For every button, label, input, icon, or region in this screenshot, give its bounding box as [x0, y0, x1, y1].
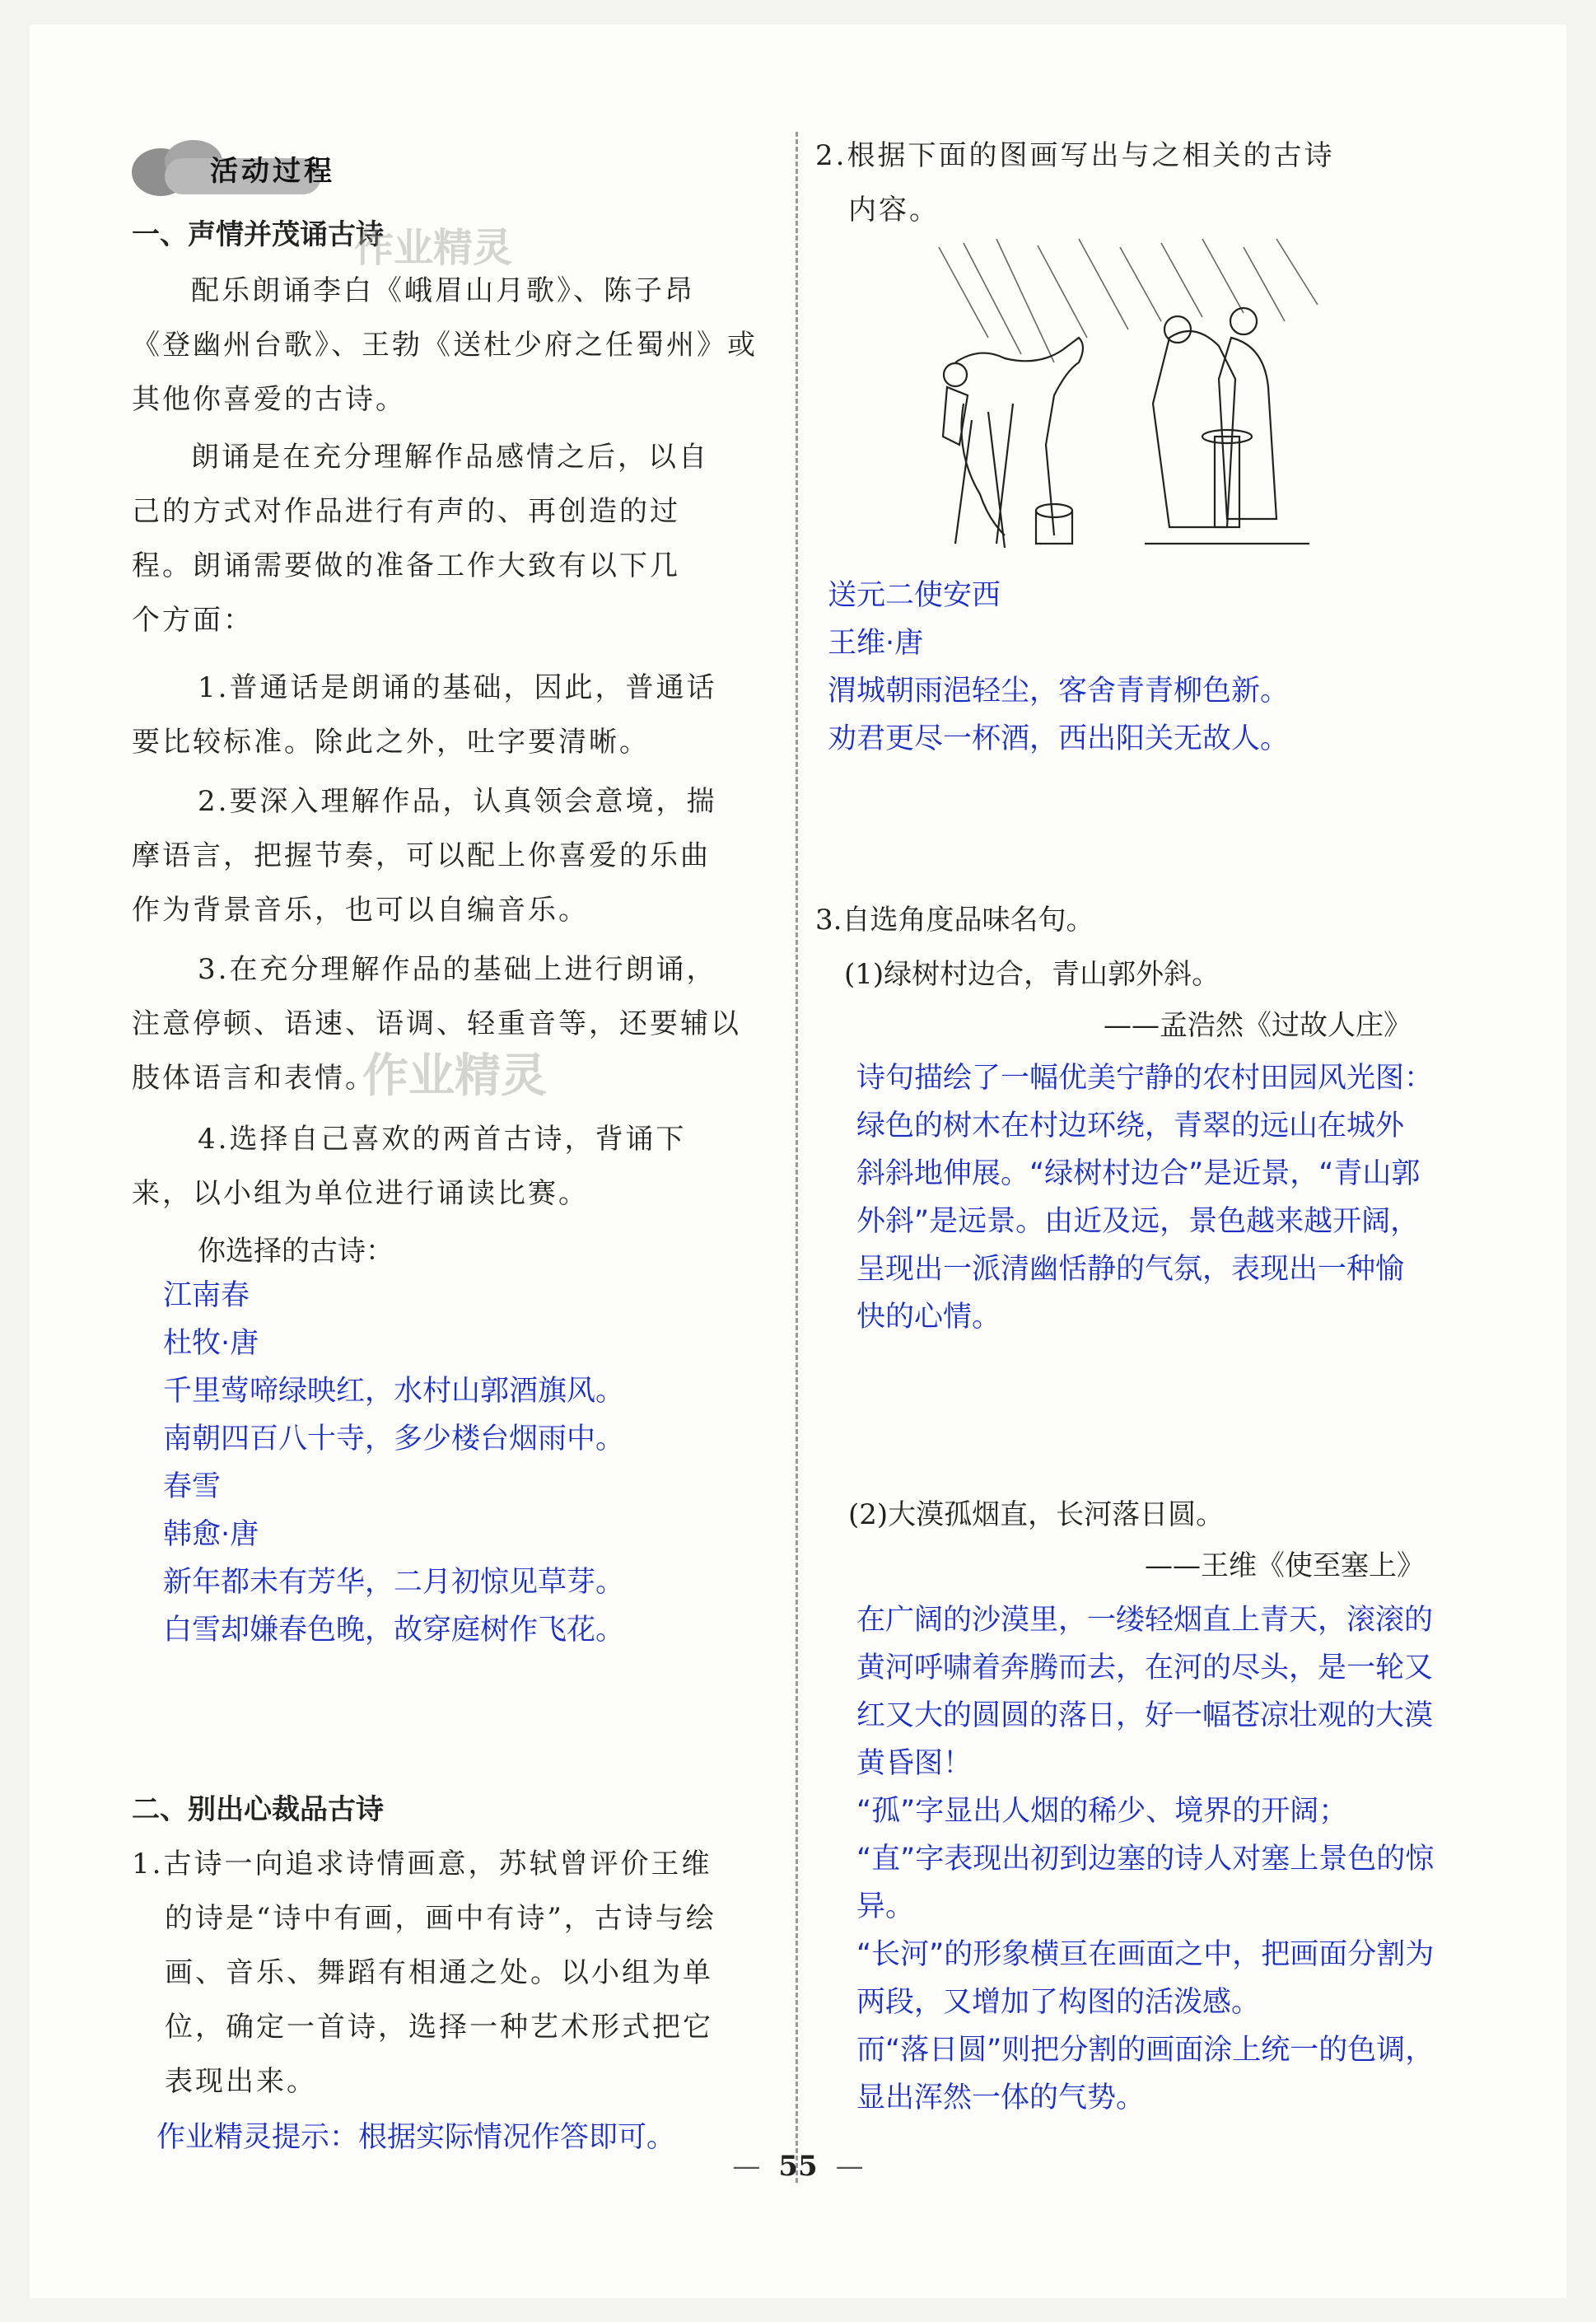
list-item-line: 作为背景音乐，也可以自编音乐。 — [132, 894, 589, 927]
answer-line: 黄河呼啸着奔腾而去，在河的尽头，是一轮又 — [856, 1652, 1434, 1684]
list-item-line: 1.普通话是朗诵的基础，因此，普通话 — [198, 671, 717, 704]
answer-line: 快的心情。 — [856, 1301, 1001, 1334]
list-item-line: 1.古诗一向追求诗情画意，苏轼曾评价王维 — [132, 1848, 712, 1880]
question-line: 2.根据下面的图画写出与之相关的古诗 — [815, 139, 1335, 172]
question-line: 3.自选角度品味名句。 — [815, 904, 1094, 937]
answer-line: 千里莺啼绿映红，水村山郭酒旗风。 — [163, 1375, 625, 1408]
list-item-line: 画、音乐、舞蹈有相通之处。以小组为单 — [165, 1956, 713, 1989]
list-item-line: 位，确定一首诗，选择一种艺术形式把它 — [165, 2011, 713, 2044]
answer-line: 而“落日圆”则把分割的画面涂上统一的色调， — [856, 2034, 1435, 2067]
column-divider — [796, 132, 798, 2183]
paragraph-line: 《登幽州台歌》、王勃《送杜少府之任蜀州》或 — [132, 329, 758, 362]
answer-line: 在广阔的沙漠里，一缕轻烟直上青天，滚滚的 — [856, 1604, 1434, 1637]
answer-line: 两段，又增加了构图的活泼感。 — [856, 1986, 1261, 2019]
list-item-line: 2.要深入理解作品，认真领会意境，揣 — [198, 785, 717, 818]
paragraph-line: 个方面： — [132, 604, 254, 637]
answer-line: 呈现出一派清幽恬静的气氛，表现出一种愉 — [856, 1253, 1405, 1286]
list-item-line: 摩语言，把握节奏，可以配上你喜爱的乐曲 — [132, 839, 711, 872]
answer-line: 杜牧·唐 — [163, 1327, 259, 1360]
farewell-illustration — [922, 239, 1326, 560]
answer-line: 渭城朝雨浥轻尘，客舍青青柳色新。 — [828, 675, 1290, 708]
list-item-line: 要比较标准。除此之外，吐字要清晰。 — [132, 726, 650, 759]
hint-text: 作业精灵提示：根据实际情况作答即可。 — [156, 2121, 676, 2154]
list-item-line: 来，以小组为单位进行诵读比赛。 — [132, 1177, 589, 1210]
answer-line: 春雪 — [163, 1470, 222, 1503]
watermark-text: 作业精灵 — [362, 1049, 547, 1103]
section-badge — [132, 140, 379, 198]
paragraph-line: 己的方式对作品进行有声的、再创造的过 — [132, 495, 680, 528]
list-item-line: 肢体语言和表情。 — [132, 1062, 376, 1095]
answer-line: 王维·唐 — [828, 627, 924, 660]
section2-title: 二、别出心裁品古诗 — [132, 1793, 384, 1826]
section1-title: 一、声情并茂诵古诗 — [132, 218, 384, 251]
list-item-line: 3.在充分理解作品的基础上进行朗诵， — [198, 953, 717, 986]
answer-line: “孤”字显出人烟的稀少、境界的开阔； — [856, 1795, 1348, 1828]
choose-label: 你选择的古诗： — [198, 1235, 394, 1268]
quote-line: (2)大漠孤烟直，长河落日圆。 — [848, 1498, 1225, 1531]
answer-line: “直”字表现出初到边塞的诗人对塞上景色的惊 — [856, 1843, 1435, 1876]
answer-line: 斜斜地伸展。“绿树村边合”是近景，“青山郭 — [856, 1157, 1421, 1190]
paragraph-line: 其他你喜爱的古诗。 — [132, 383, 406, 416]
answer-line: 白雪却嫌春色晚，故穿庭树作飞花。 — [163, 1614, 625, 1647]
answer-line: 新年都未有芳华，二月初惊见草芽。 — [163, 1566, 625, 1599]
answer-line: 异。 — [856, 1890, 915, 1923]
answer-line: 南朝四百八十寺，多少楼台烟雨中。 — [163, 1423, 625, 1455]
quote-source: ——王维《使至塞上》 — [1145, 1549, 1425, 1582]
answer-line: 外斜”是远景。由近及远，景色越来越开阔， — [856, 1205, 1420, 1238]
page-number — [0, 2150, 1596, 2183]
paragraph-line: 程。朗诵需要做的准备工作大致有以下几 — [132, 549, 680, 582]
list-item-line: 的诗是“诗中有画，画中有诗”，古诗与绘 — [165, 1902, 716, 1935]
quote-line: (1)绿树村边合，青山郭外斜。 — [844, 958, 1220, 991]
watermark-text: 作业精灵 — [354, 225, 513, 271]
list-item-line: 表现出来。 — [165, 2065, 317, 2098]
page-number-value: 55 — [778, 2150, 818, 2183]
list-item-line: 4.选择自己喜欢的两首古诗，背诵下 — [198, 1123, 687, 1156]
badge-label: 活动过程 — [210, 155, 335, 188]
paragraph-line: 配乐朗诵李白《峨眉山月歌》、陈子昂 — [191, 274, 695, 307]
paragraph-line: 朗诵是在充分理解作品感情之后，以自 — [191, 441, 709, 474]
answer-line: 诗句描绘了一幅优美宁静的农村田园风光图： — [856, 1062, 1434, 1095]
answer-line: 韩愈·唐 — [163, 1518, 259, 1551]
page-number-dash: — — [835, 2150, 864, 2183]
answer-line: 劝君更尽一杯酒，西出阳关无故人。 — [828, 722, 1290, 755]
answer-line: 绿色的树木在村边环绕，青翠的远山在城外 — [856, 1110, 1405, 1142]
answer-line: 黄昏图！ — [856, 1747, 973, 1780]
answer-line: 江南春 — [163, 1279, 250, 1312]
question-line: 内容。 — [848, 194, 940, 227]
page-number-dash: — — [732, 2150, 761, 2183]
answer-line: 显出浑然一体的气势。 — [856, 2081, 1146, 2114]
quote-source: ——孟浩然《过故人庄》 — [1104, 1009, 1412, 1042]
answer-line: 红又大的圆圆的落日，好一幅苍凉壮观的大漠 — [856, 1699, 1434, 1732]
list-item-line: 注意停顿、语速、语调、轻重音等，还要辅以 — [132, 1007, 741, 1040]
answer-line: “长河”的形象横亘在画面之中，把画面分割为 — [856, 1938, 1435, 1971]
answer-line: 送元二使安西 — [828, 579, 1001, 612]
